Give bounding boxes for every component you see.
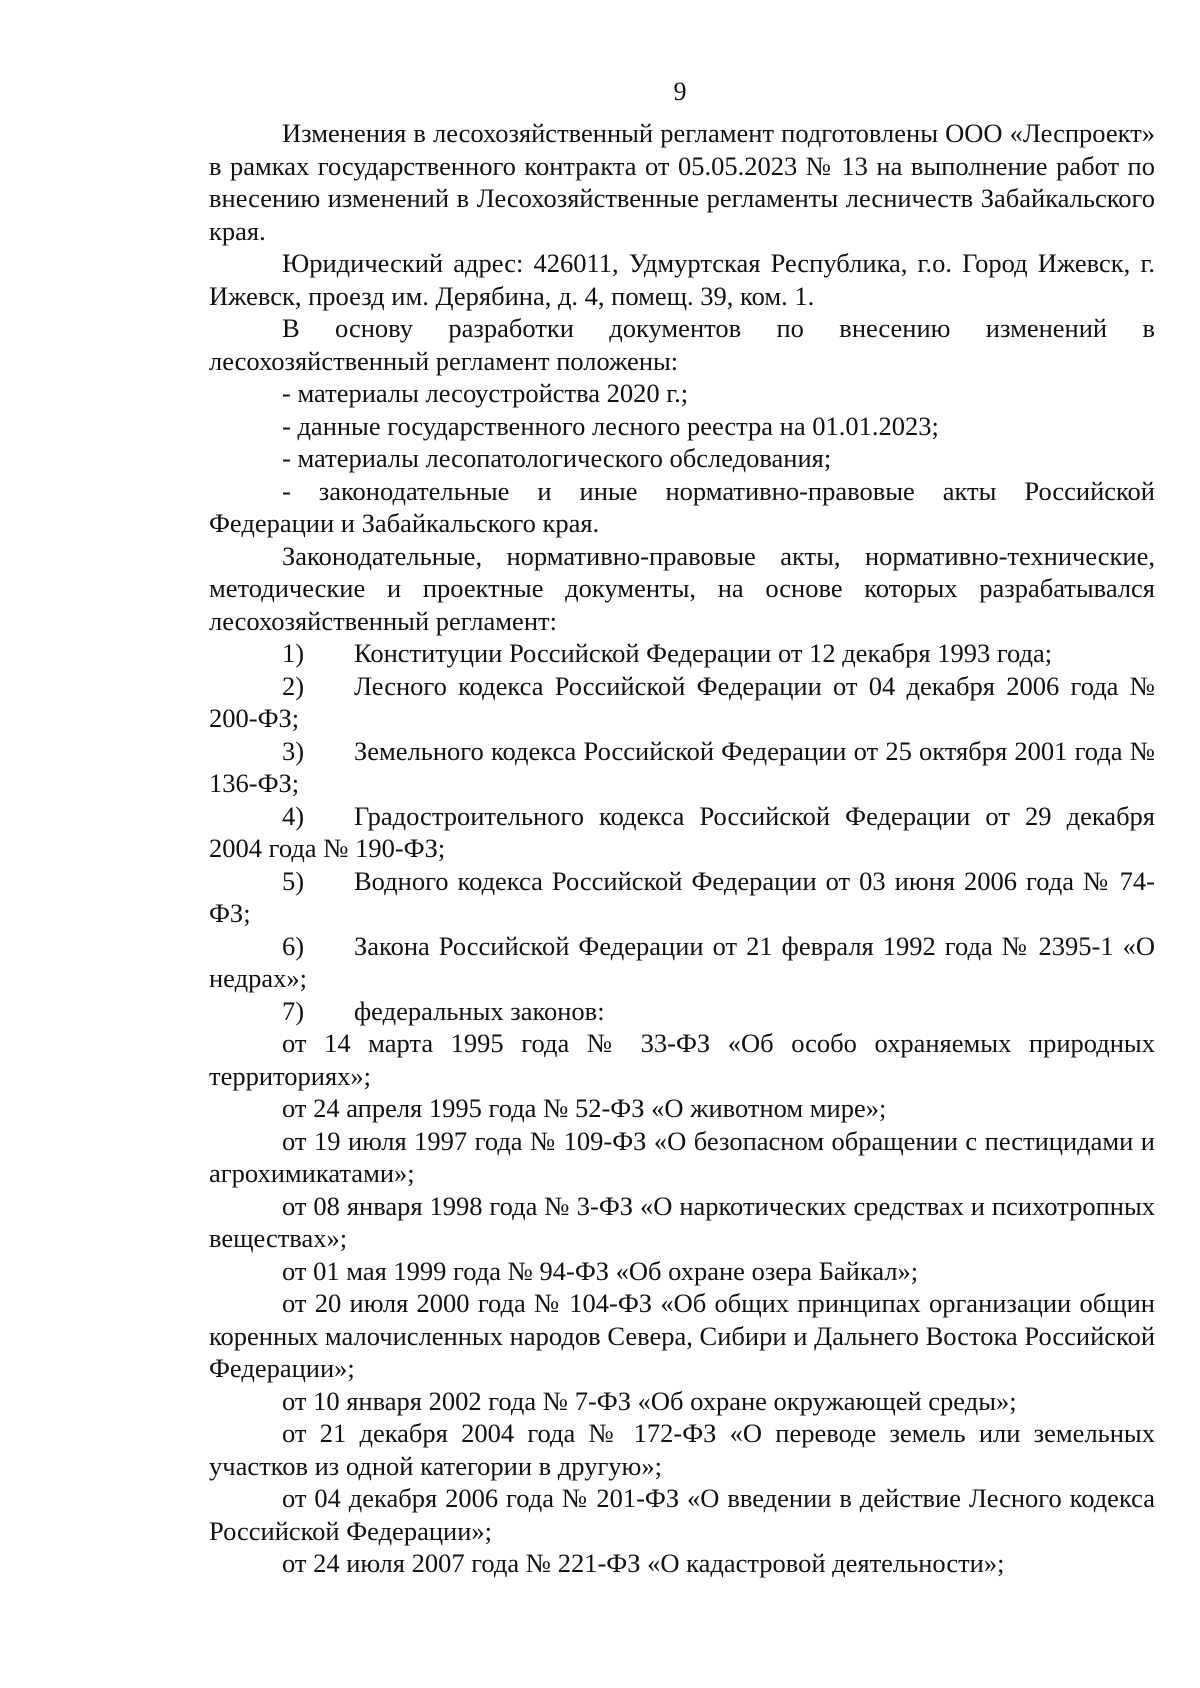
item-number: 6) [282, 930, 305, 961]
item-number: 7) [282, 995, 305, 1026]
federal-law-item: от 14 марта 1995 года № 33-ФЗ «Об особо охраняемых природных территориях»; [209, 1028, 1155, 1091]
federal-law-item: от 10 января 2002 года № 7-ФЗ «Об охране окружающей среды»; [282, 1385, 1017, 1416]
federal-law-item: от 24 июля 2007 года № 221-ФЗ «О кадастровой деятельности»; [282, 1548, 1005, 1578]
paragraph-legislation-intro: Законодательные, нормативно-правовые акты, нормативно-технические, методические и проектные документы, на основе которых разрабатывался лесохозяйственный регламент: [209, 540, 1155, 636]
numbered-item [209, 930, 1155, 995]
paragraph-basis-intro: В основу разработки документов по внесению изменений в лесохозяйственный регламент положены: [209, 313, 1155, 376]
federal-law-item: от 19 июля 1997 года № 109-ФЗ «О безопасном обращении с пестицидами и агрохимикатами»; [209, 1125, 1155, 1188]
numbered-item [209, 865, 1155, 930]
basis-item: - материалы лесопатологического обследования; [282, 443, 832, 473]
basis-item: - материалы лесоустройства 2020 г.; [282, 378, 689, 408]
page-number: 9 [673, 77, 687, 106]
numbered-item [209, 800, 1155, 865]
item-text: Земельного кодекса Российской Федерации от 25 октября 2001 года № 136-ФЗ; [209, 735, 1155, 798]
numbered-item [209, 670, 1155, 735]
item-text: Конституции Российской Федерации от 12 декабря 1993 года; [354, 638, 1053, 668]
basis-item: - законодательные и иные нормативно-правовые акты Российской Федерации и Забайкальского края. [209, 475, 1155, 538]
item-number: 4) [282, 800, 305, 831]
item-number: 3) [282, 735, 305, 766]
numbered-item [209, 637, 1155, 670]
federal-law-item: от 24 апреля 1995 года № 52-ФЗ «О животном мире»; [282, 1093, 887, 1123]
basis-item: - данные государственного лесного реестра на 01.01.2023; [282, 410, 939, 441]
item-text: Водного кодекса Российской Федерации от 03 июня 2006 года № 74-ФЗ; [209, 865, 1155, 928]
federal-law-item: от 20 июля 2000 года № 104-ФЗ «Об общих принципах организации общин коренных малочисленных народов Севера, Сибири и Дальнего Востока Российской Федерации»; [209, 1288, 1155, 1383]
item-text: федеральных законов: [354, 995, 605, 1026]
numbered-item [209, 735, 1155, 800]
paragraph-legal-address: Юридический адрес: 426011, Удмуртская Республика, г.о. Город Ижевск, г. Ижевск, проезд им. Дерябина, д. 4, помещ. 39, ком. 1. [209, 248, 1155, 311]
federal-law-item: от 04 декабря 2006 года № 201-ФЗ «О введении в действие Лесного кодекса Российской Федерации»; [209, 1483, 1155, 1546]
numbered-item [209, 995, 1155, 1028]
item-number: 2) [282, 670, 305, 701]
item-number: 1) [282, 638, 305, 668]
paragraph-contractor: Изменения в лесохозяйственный регламент подготовлены ООО «Леспроект» в рамках государственного контракта от 05.05.2023 № 13 на выполнение работ по внесению изменений в Лесохозяйственные регламенты лесничеств Забайкальского края. [209, 118, 1155, 246]
item-text: Закона Российской Федерации от 21 февраля 1992 года № 2395-1 «О недрах»; [209, 930, 1155, 993]
item-text: Лесного кодекса Российской Федерации от 04 декабря 2006 года № 200-ФЗ; [209, 670, 1155, 733]
federal-law-item: от 08 января 1998 года № 3-ФЗ «О наркотических средствах и психотропных веществах»; [209, 1190, 1155, 1253]
item-text: Градостроительного кодекса Российской Федерации от 29 декабря 2004 года № 190-ФЗ; [209, 800, 1155, 863]
document-body [209, 117, 1155, 1580]
item-number: 5) [282, 865, 305, 896]
federal-law-item: от 21 декабря 2004 года № 172-ФЗ «О переводе земель или земельных участков из одной категории в другую»; [209, 1418, 1155, 1481]
federal-law-item: от 01 мая 1999 года № 94-ФЗ «Об охране озера Байкал»; [282, 1255, 919, 1286]
